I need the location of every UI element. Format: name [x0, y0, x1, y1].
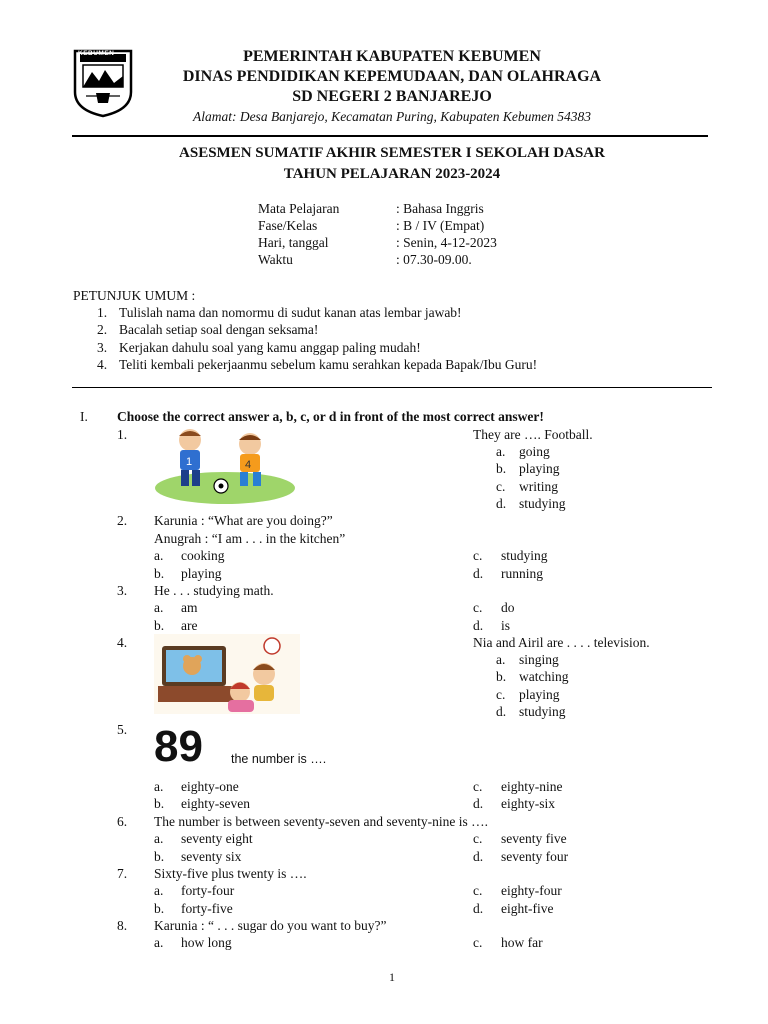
option-letter: c. — [473, 935, 483, 950]
option-text: playing — [519, 461, 560, 476]
header-line-1: PEMERINTAH KABUPATEN KEBUMEN — [243, 48, 541, 65]
kebumen-crest-logo — [72, 48, 134, 118]
option-letter: d. — [496, 496, 507, 511]
svg-text:1: 1 — [186, 456, 193, 468]
option-letter: c. — [473, 831, 483, 846]
list-item: Kerjakan dahulu soal yang kamu anggap paling mudah! — [119, 340, 421, 355]
question-dialog-line: Karunia : “What are you doing?” — [154, 513, 333, 528]
option-text: eighty-one — [181, 779, 239, 794]
svg-text:4: 4 — [245, 459, 252, 471]
option-letter: a. — [154, 831, 164, 846]
header-line-2: DINAS PENDIDIKAN KEPEMUDAAN, DAN OLAHRAGA — [182, 68, 602, 85]
option-text: seventy four — [501, 849, 569, 864]
kids-playing-football-image — [154, 426, 296, 504]
info-value: : 07.30-09.00. — [396, 252, 472, 267]
option-letter: d. — [473, 849, 484, 864]
option-letter: b. — [496, 461, 507, 476]
school-address: Alamat: Desa Banjarejo, Kecamatan Puring, Kabupaten Kebumen 54383 — [192, 109, 592, 124]
question-dialog-line: Anugrah : “I am . . . in the kitchen” — [154, 531, 346, 546]
info-value: : B / IV (Empat) — [396, 218, 485, 233]
info-value: : Bahasa Inggris — [396, 201, 484, 216]
option-letter: d. — [473, 618, 484, 633]
page-number: 1 — [389, 970, 395, 984]
info-label: Hari, tanggal — [258, 235, 329, 250]
question-number: 2. — [117, 513, 128, 528]
question-number: 7. — [117, 866, 128, 881]
option-text: running — [501, 566, 543, 581]
question-stem: He . . . studying math. — [154, 583, 274, 598]
option-text: do — [501, 600, 515, 615]
question-number: 3. — [117, 583, 128, 598]
info-label: Waktu — [258, 252, 293, 267]
option-text: forty-four — [181, 883, 235, 898]
option-letter: a. — [154, 935, 164, 950]
question-stem: Nia and Airil are . . . . television. — [473, 635, 650, 650]
option-text: seventy five — [501, 831, 567, 846]
option-letter: c. — [473, 779, 483, 794]
option-letter: c. — [496, 687, 506, 702]
option-letter: a. — [154, 548, 164, 563]
list-number: 4. — [97, 357, 108, 372]
option-letter: b. — [496, 669, 507, 684]
question-number: 5. — [117, 722, 128, 737]
option-text: seventy six — [181, 849, 242, 864]
list-item: Teliti kembali pekerjaanmu sebelum kamu serahkan kepada Bapak/Ibu Guru! — [119, 357, 538, 372]
option-text: eighty-four — [501, 883, 562, 898]
option-letter: a. — [154, 883, 164, 898]
option-letter: d. — [473, 566, 484, 581]
list-item: Tulislah nama dan nomormu di sudut kanan atas lembar jawab! — [119, 305, 462, 320]
section-numeral: I. — [80, 409, 88, 424]
option-letter: b. — [154, 901, 165, 916]
list-number: 3. — [97, 340, 108, 355]
exam-title-line-2: TAHUN PELAJARAN 2023-2024 — [283, 166, 501, 182]
question-stem: Sixty-five plus twenty is …. — [154, 866, 307, 881]
option-letter: c. — [473, 600, 483, 615]
option-text: going — [519, 444, 550, 459]
option-letter: a. — [154, 779, 164, 794]
option-text: how long — [181, 935, 232, 950]
logo-text: KEBUMEN — [78, 50, 115, 57]
option-text: are — [181, 618, 198, 633]
option-text: how far — [501, 935, 543, 950]
option-text: eighty-nine — [501, 779, 563, 794]
option-letter: a. — [496, 444, 506, 459]
option-text: eighty-six — [501, 796, 555, 811]
option-letter: b. — [154, 566, 165, 581]
info-label: Fase/Kelas — [258, 218, 318, 233]
question-number: 6. — [117, 814, 128, 829]
option-letter: c. — [496, 479, 506, 494]
option-text: eight-five — [501, 901, 554, 916]
option-text: watching — [519, 669, 569, 684]
option-text: playing — [519, 687, 560, 702]
info-label: Mata Pelajaran — [258, 201, 340, 216]
exam-title-line-1: ASESMEN SUMATIF AKHIR SEMESTER I SEKOLAH DASAR — [179, 145, 605, 161]
question-number: 8. — [117, 918, 128, 933]
question-stem: The number is between seventy-seven and seventy-nine is …. — [154, 814, 489, 829]
option-text: writing — [519, 479, 558, 494]
option-text: forty-five — [181, 901, 233, 916]
option-text: studying — [519, 704, 566, 719]
option-letter: d. — [473, 901, 484, 916]
option-text: eighty-seven — [181, 796, 250, 811]
option-letter: a. — [496, 652, 506, 667]
option-letter: c. — [473, 548, 483, 563]
info-value: : Senin, 4-12-2023 — [396, 235, 497, 250]
option-letter: b. — [154, 849, 165, 864]
option-text: am — [181, 600, 198, 615]
option-text: playing — [181, 566, 222, 581]
question-stem: Karunia : “ . . . sugar do you want to buy?” — [154, 918, 387, 933]
list-number: 2. — [97, 322, 108, 337]
option-text: seventy eight — [181, 831, 253, 846]
option-letter: c. — [473, 883, 483, 898]
option-text: is — [501, 618, 511, 633]
option-letter: b. — [154, 618, 165, 633]
option-letter: a. — [154, 600, 164, 615]
question-stem: They are …. Football. — [473, 427, 593, 442]
question-number: 4. — [117, 635, 128, 650]
instructions-heading: PETUNJUK UMUM : — [73, 288, 196, 303]
list-item: Bacalah setiap soal dengan seksama! — [119, 322, 319, 337]
header-line-3: SD NEGERI 2 BANJAREJO — [292, 88, 492, 105]
option-letter: d. — [496, 704, 507, 719]
list-number: 1. — [97, 305, 108, 320]
option-text: studying — [501, 548, 548, 563]
question-number: 1. — [117, 427, 128, 442]
option-letter: b. — [154, 796, 165, 811]
kids-watching-television-image — [154, 634, 300, 714]
number-89-display: 89 — [154, 722, 203, 771]
header-divider — [72, 135, 708, 137]
section-instruction: Choose the correct answer a, b, c, or d in front of the most correct answer! — [117, 409, 544, 424]
option-text: studying — [519, 496, 566, 511]
question-stem: the number is …. — [231, 752, 327, 766]
option-text: singing — [519, 652, 559, 667]
option-letter: d. — [473, 796, 484, 811]
option-text: cooking — [181, 548, 225, 563]
instructions-divider — [72, 387, 712, 388]
